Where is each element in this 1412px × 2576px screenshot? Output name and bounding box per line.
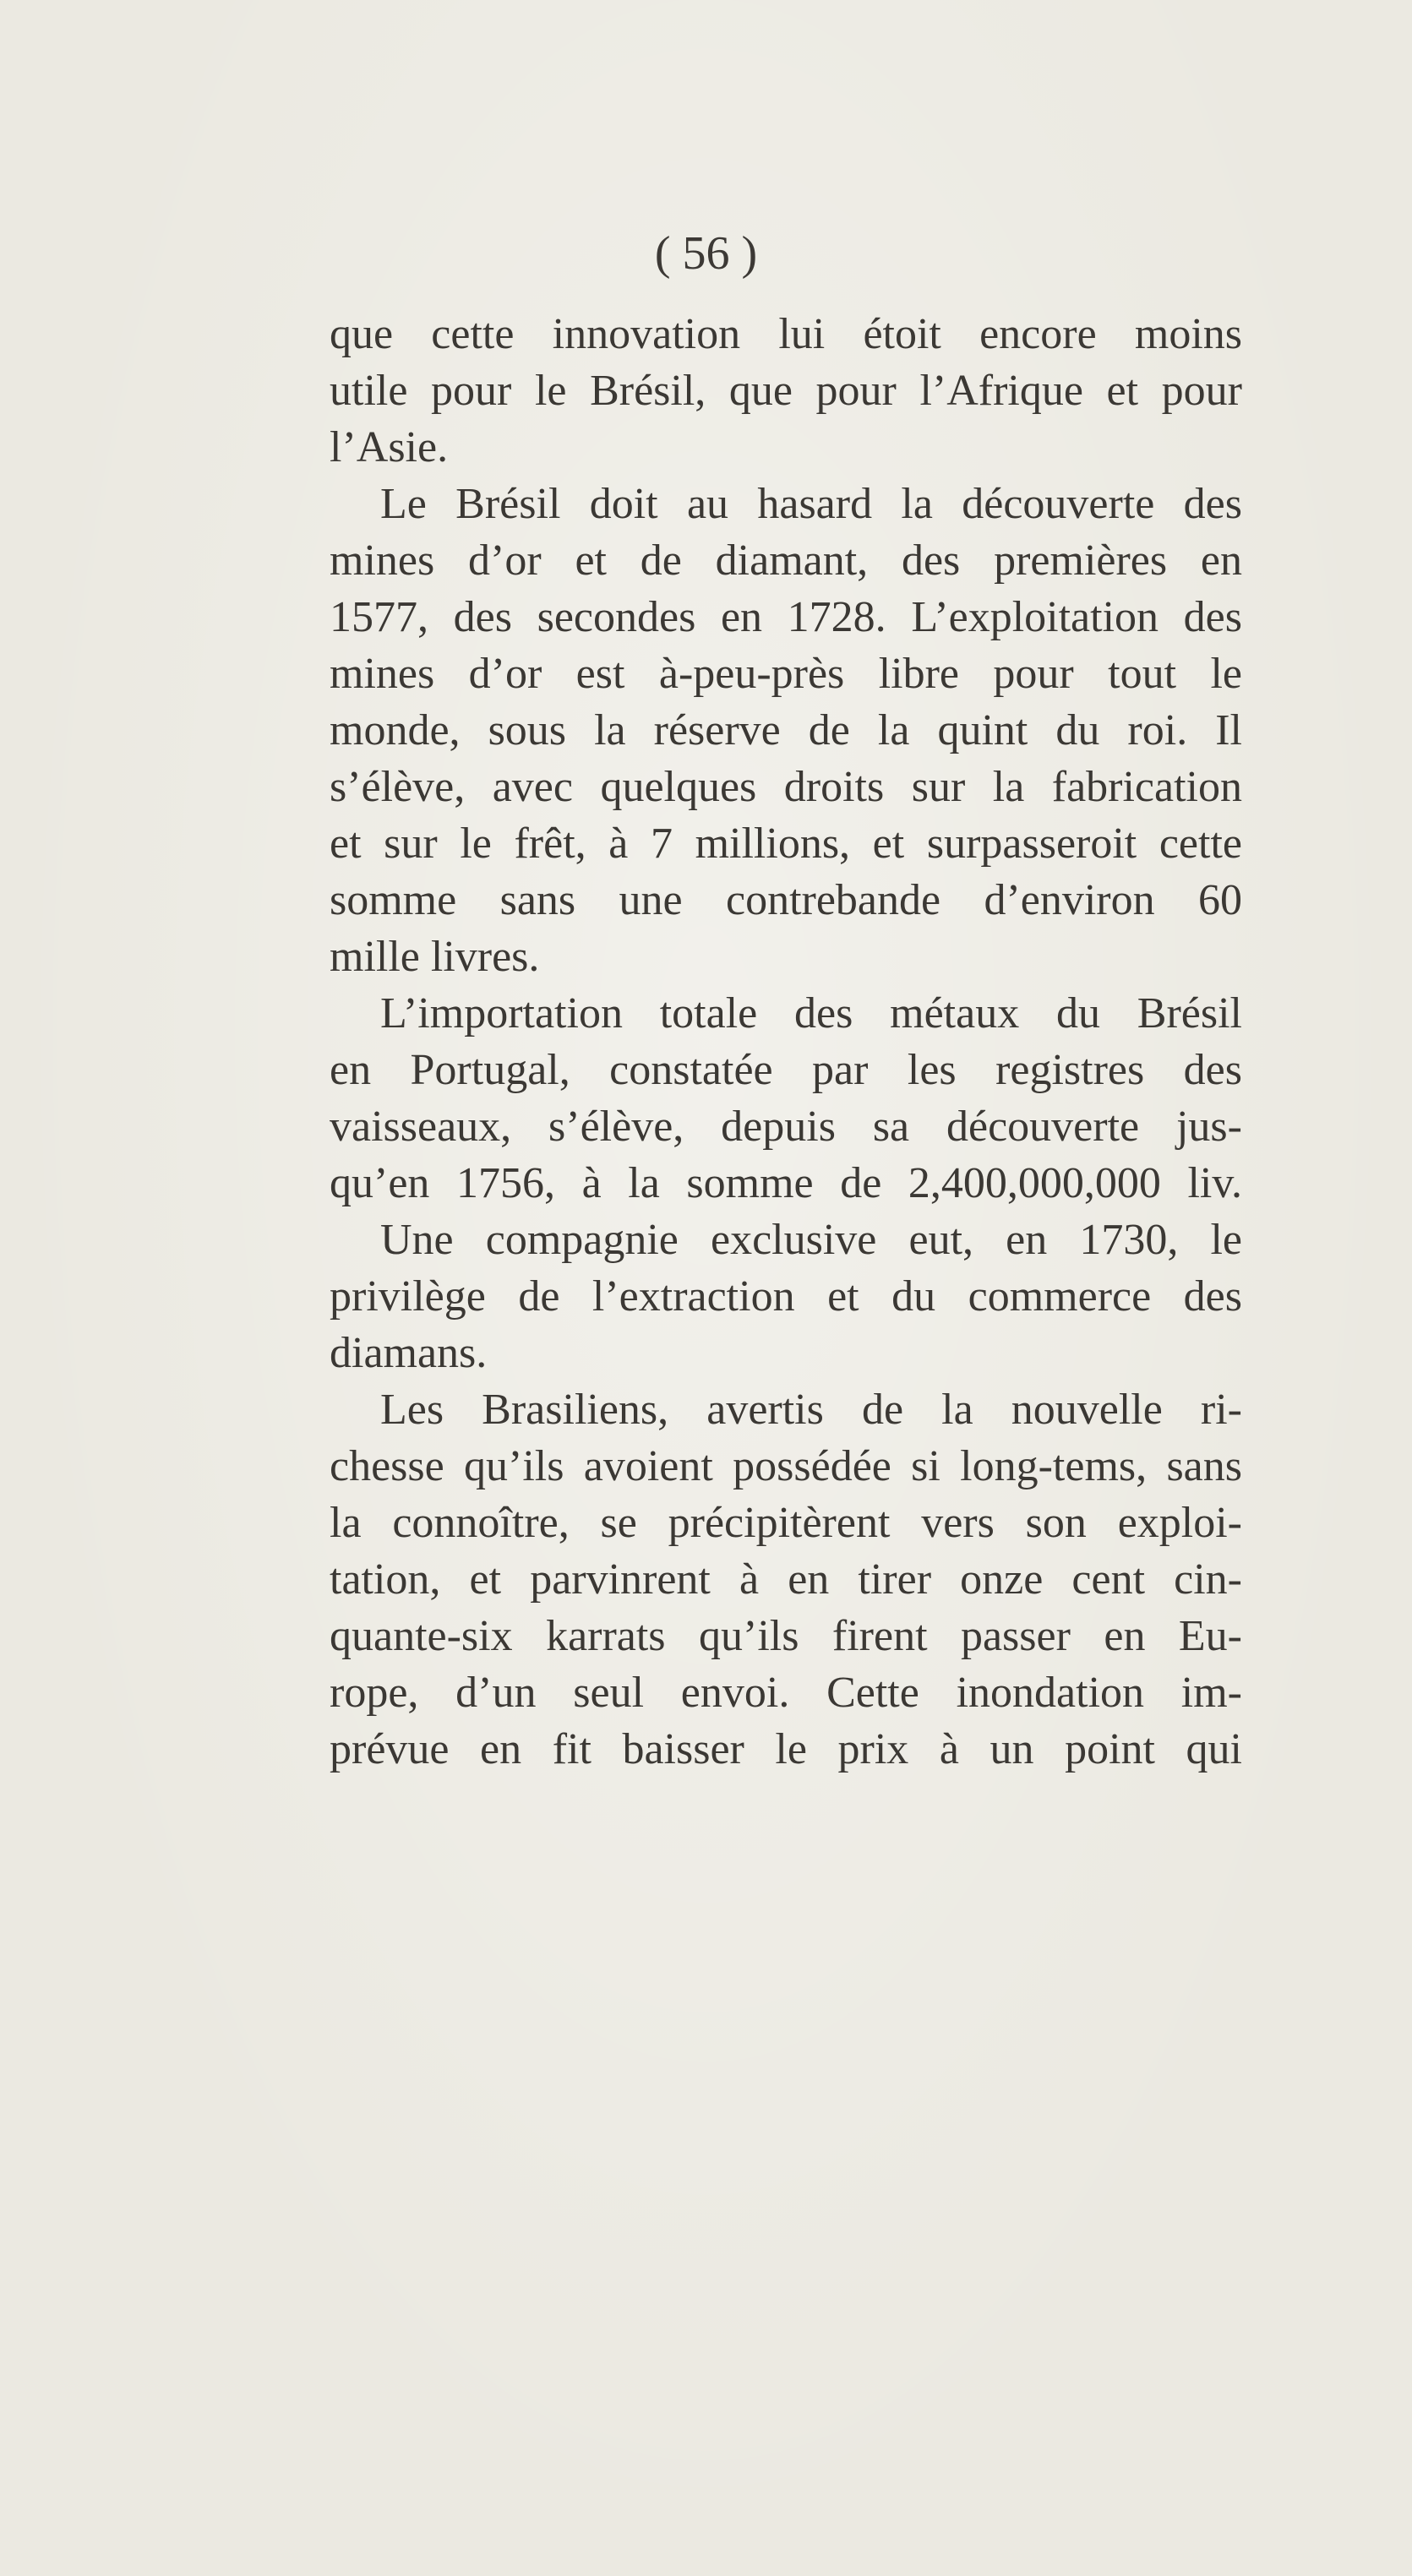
text-line: s’élève, avec quelques droits sur la fabrication: [330, 763, 1242, 811]
text-line: la connoître, se précipitèrent vers son exploi-: [330, 1499, 1242, 1547]
paragraph: [330, 1212, 1242, 1381]
text-line: prévue en fit baisser le prix à un point qui: [330, 1725, 1242, 1773]
text-line: 1577, des secondes en 1728. L’exploitation des: [330, 593, 1242, 641]
paragraph: [330, 306, 1242, 476]
text-line: diamans.: [330, 1329, 488, 1377]
text-line: mines d’or est à-peu-près libre pour tout le: [330, 650, 1242, 698]
text-line: utile pour le Brésil, que pour l’Afrique et pour: [330, 367, 1242, 415]
text-line: en Portugal, constatée par les registres des: [330, 1046, 1242, 1094]
text-line: L’importation totale des métaux du Brésil: [380, 989, 1242, 1037]
text-line: Les Brasiliens, avertis de la nouvelle ri-: [380, 1386, 1242, 1434]
text-line: vaisseaux, s’élève, depuis sa découverte jus-: [330, 1103, 1242, 1151]
text-line: Une compagnie exclusive eut, en 1730, le: [380, 1216, 1242, 1264]
text-line: chesse qu’ils avoient possédée si long-tems, sans: [330, 1442, 1242, 1490]
text-line: monde, sous la réserve de la quint du roi. Il: [330, 706, 1242, 754]
text-line: qu’en 1756, à la somme de 2,400,000,000 liv.: [330, 1159, 1242, 1207]
text-line: somme sans une contrebande d’environ 60: [330, 876, 1242, 924]
text-line: mines d’or et de diamant, des premières en: [330, 536, 1242, 585]
page-number: ( 56 ): [654, 227, 758, 280]
text-line: quante-six karrats qu’ils firent passer en Eu-: [330, 1612, 1242, 1660]
text-line: Le Brésil doit au hasard la découverte des: [380, 480, 1242, 528]
text-line: privilège de l’extraction et du commerce des: [330, 1272, 1242, 1321]
text-line: et sur le frêt, à 7 millions, et surpasseroit cette: [330, 820, 1242, 868]
text-line: mille livres.: [330, 933, 540, 981]
text-line: que cette innovation lui étoit encore moins: [330, 310, 1242, 358]
text-line: l’Asie.: [330, 423, 449, 471]
text-line: tation, et parvinrent à en tirer onze cent cin-: [330, 1555, 1242, 1604]
paragraph: [330, 476, 1242, 985]
body-text: [330, 306, 1242, 1778]
text-line: rope, d’un seul envoi. Cette inondation im-: [330, 1669, 1242, 1717]
paragraph: [330, 985, 1242, 1212]
paragraph: [330, 1381, 1242, 1778]
